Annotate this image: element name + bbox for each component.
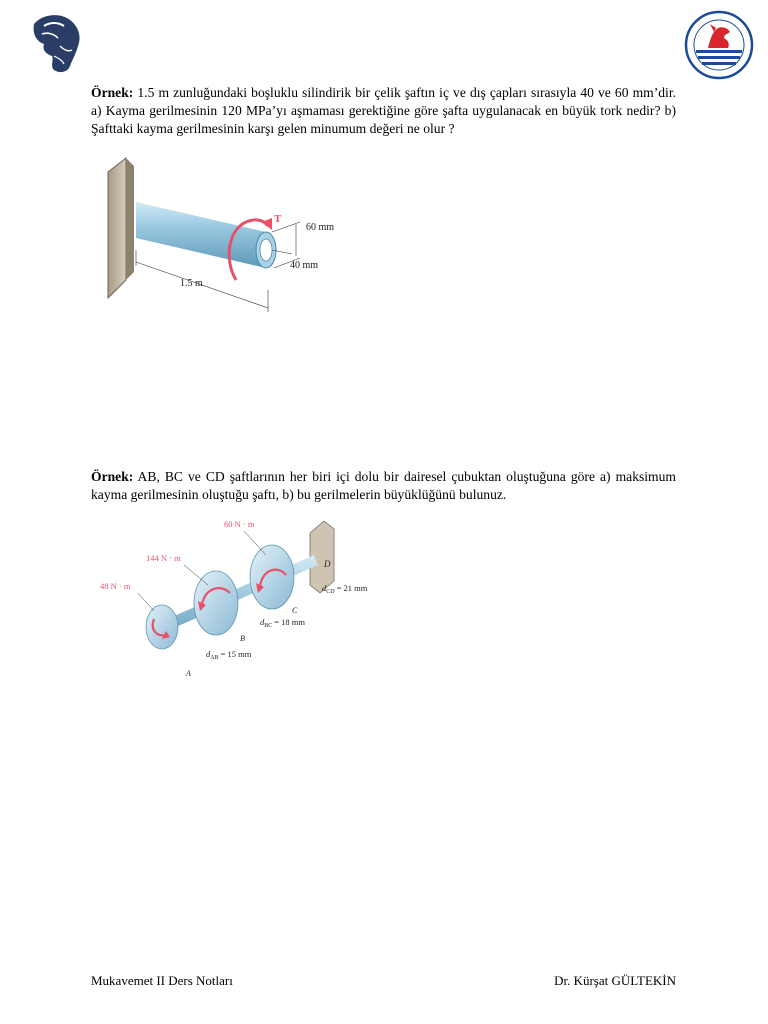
outer-diameter-label: 60 mm bbox=[306, 222, 335, 233]
torque-a-label: 48 N · m bbox=[100, 581, 131, 591]
d-cd-label: $d_{CD} = 21$ mm bbox=[322, 583, 368, 595]
example-1-label: Örnek: bbox=[91, 85, 134, 100]
torque-label: T bbox=[274, 213, 282, 225]
point-d-label: D bbox=[324, 559, 331, 569]
university-seal-icon bbox=[684, 10, 754, 80]
d-ab-label: $d_{AB} = 15$ mm bbox=[206, 649, 252, 661]
fixed-wall bbox=[108, 158, 126, 298]
example-1-text: 1.5 m zunluğundaki boşluklu silindirik bir çelik şaftın iç ve dış çapları sırasıyla 40 ve 60 mm’dir. a) Kayma gerilmesinin 120 MPa’yı aşmaması gerektiğine göre şafta uygulanacak en büyük tork nedir? b) Şafttaki kayma gerilmesinin karşı gelen minumum değeri ne olur ? bbox=[91, 85, 676, 136]
example-2-text: AB, BC ve CD şaftlarının her biri içi dolu bir dairesel çubuktan oluştuğuna göre a) maksimum kayma gerilmesinin oluştuğu şaftı, b) bu gerilmelerin büyüklüğünü bulunuz. bbox=[91, 469, 676, 502]
torque-b-label: 144 N · m bbox=[146, 553, 181, 563]
point-c-label: C bbox=[292, 606, 298, 615]
stepped-shaft-figure bbox=[96, 515, 396, 685]
example-2-label: Örnek: bbox=[91, 469, 134, 484]
example-1-paragraph bbox=[91, 84, 676, 138]
footer-author: Dr. Kürşat GÜLTEKİN bbox=[554, 973, 676, 988]
point-b-label: B bbox=[240, 634, 245, 643]
length-label: 1.5 m bbox=[180, 278, 203, 289]
d-bc-label: $d_{BC} = 18$ mm bbox=[260, 617, 306, 629]
hollow-shaft-figure bbox=[96, 150, 376, 320]
portrait-logo-icon bbox=[24, 10, 88, 76]
footer-course-title: Mukavemet II Ders Notları bbox=[91, 973, 233, 988]
point-a-label: A bbox=[186, 669, 191, 678]
torque-c-label: 60 N · m bbox=[224, 519, 255, 529]
example-2-paragraph bbox=[91, 468, 676, 504]
inner-diameter-label: 40 mm bbox=[290, 260, 319, 271]
